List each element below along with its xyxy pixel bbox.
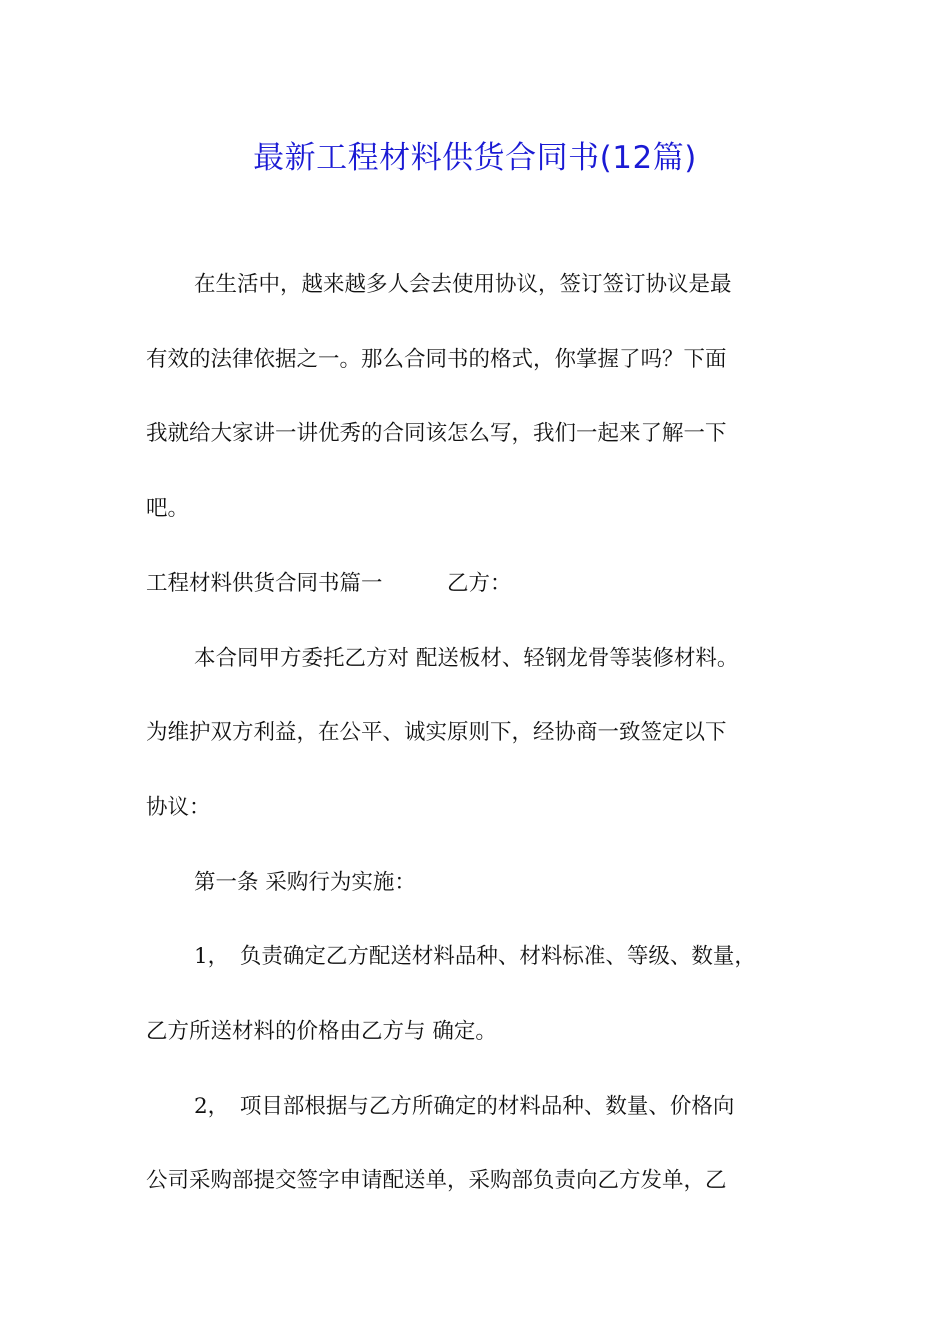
document-title: 最新工程材料供货合同书(12篇)	[253, 140, 697, 176]
clause-heading: 第一条 采购行为实施：	[194, 870, 416, 895]
paragraph-line: 我就给大家讲一讲优秀的合同该怎么写，我们一起来了解一下	[146, 421, 727, 446]
clause-item: 1， 负责确定乙方配送材料品种、材料标准、等级、数量，	[194, 944, 756, 969]
paragraph-line: 吧。	[146, 496, 190, 521]
clause-item: 2， 项目部根据与乙方所确定的材料品种、数量、价格向	[194, 1094, 735, 1119]
paragraph-line: 有效的法律依据之一。那么合同书的格式，你掌握了吗？下面	[146, 347, 727, 372]
paragraph-line: 公司采购部提交签字申请配送单，采购部负责向乙方发单，乙	[146, 1168, 727, 1193]
section-heading: 工程材料供货合同书篇一 乙方：	[146, 571, 512, 596]
paragraph-line: 在生活中，越来越多人会去使用协议，签订签订协议是最	[194, 272, 732, 297]
paragraph-line: 协议：	[146, 795, 211, 820]
paragraph-line: 乙方所送材料的价格由乙方与 确定。	[146, 1019, 497, 1044]
paragraph-line: 为维护双方利益，在公平、诚实原则下，经协商一致签定以下	[146, 720, 727, 745]
paragraph-line: 本合同甲方委托乙方对 配送板材、轻钢龙骨等装修材料。	[194, 646, 739, 671]
